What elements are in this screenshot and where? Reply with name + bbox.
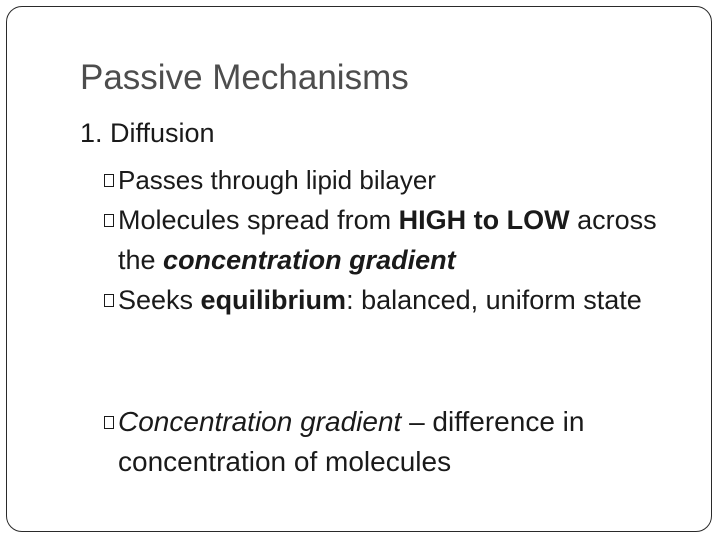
bullet-text-bold: HIGH to LOW <box>398 205 570 235</box>
bullet-text-bold: equilibrium <box>200 285 347 315</box>
section-heading: 1. Diffusion <box>80 118 215 148</box>
bullet-text-part: : balanced, uniform state <box>346 285 642 315</box>
bullet-item <box>118 402 668 482</box>
bullet-text-part: Seeks <box>118 285 201 315</box>
bullet-box-icon <box>104 294 114 307</box>
bullet-text-bold-italic: concentration gradient <box>163 245 456 275</box>
bullet-text: Passes through lipid bilayer <box>118 165 436 195</box>
bullet-item <box>118 200 678 280</box>
bullet-text-part: Molecules spread from <box>118 205 399 235</box>
bullet-item <box>118 160 678 200</box>
bullet-box-icon <box>104 214 114 227</box>
bullet-text-part: across the <box>118 205 657 275</box>
bullet-item <box>118 280 678 320</box>
bullet-text-italic: Concentration gradient <box>118 406 402 437</box>
slide-title: Passive Mechanisms <box>80 58 409 97</box>
bullet-text-part: – difference in concentration of molecules <box>118 406 585 477</box>
bullet-box-icon <box>104 416 114 429</box>
bullet-box-icon <box>104 174 114 187</box>
